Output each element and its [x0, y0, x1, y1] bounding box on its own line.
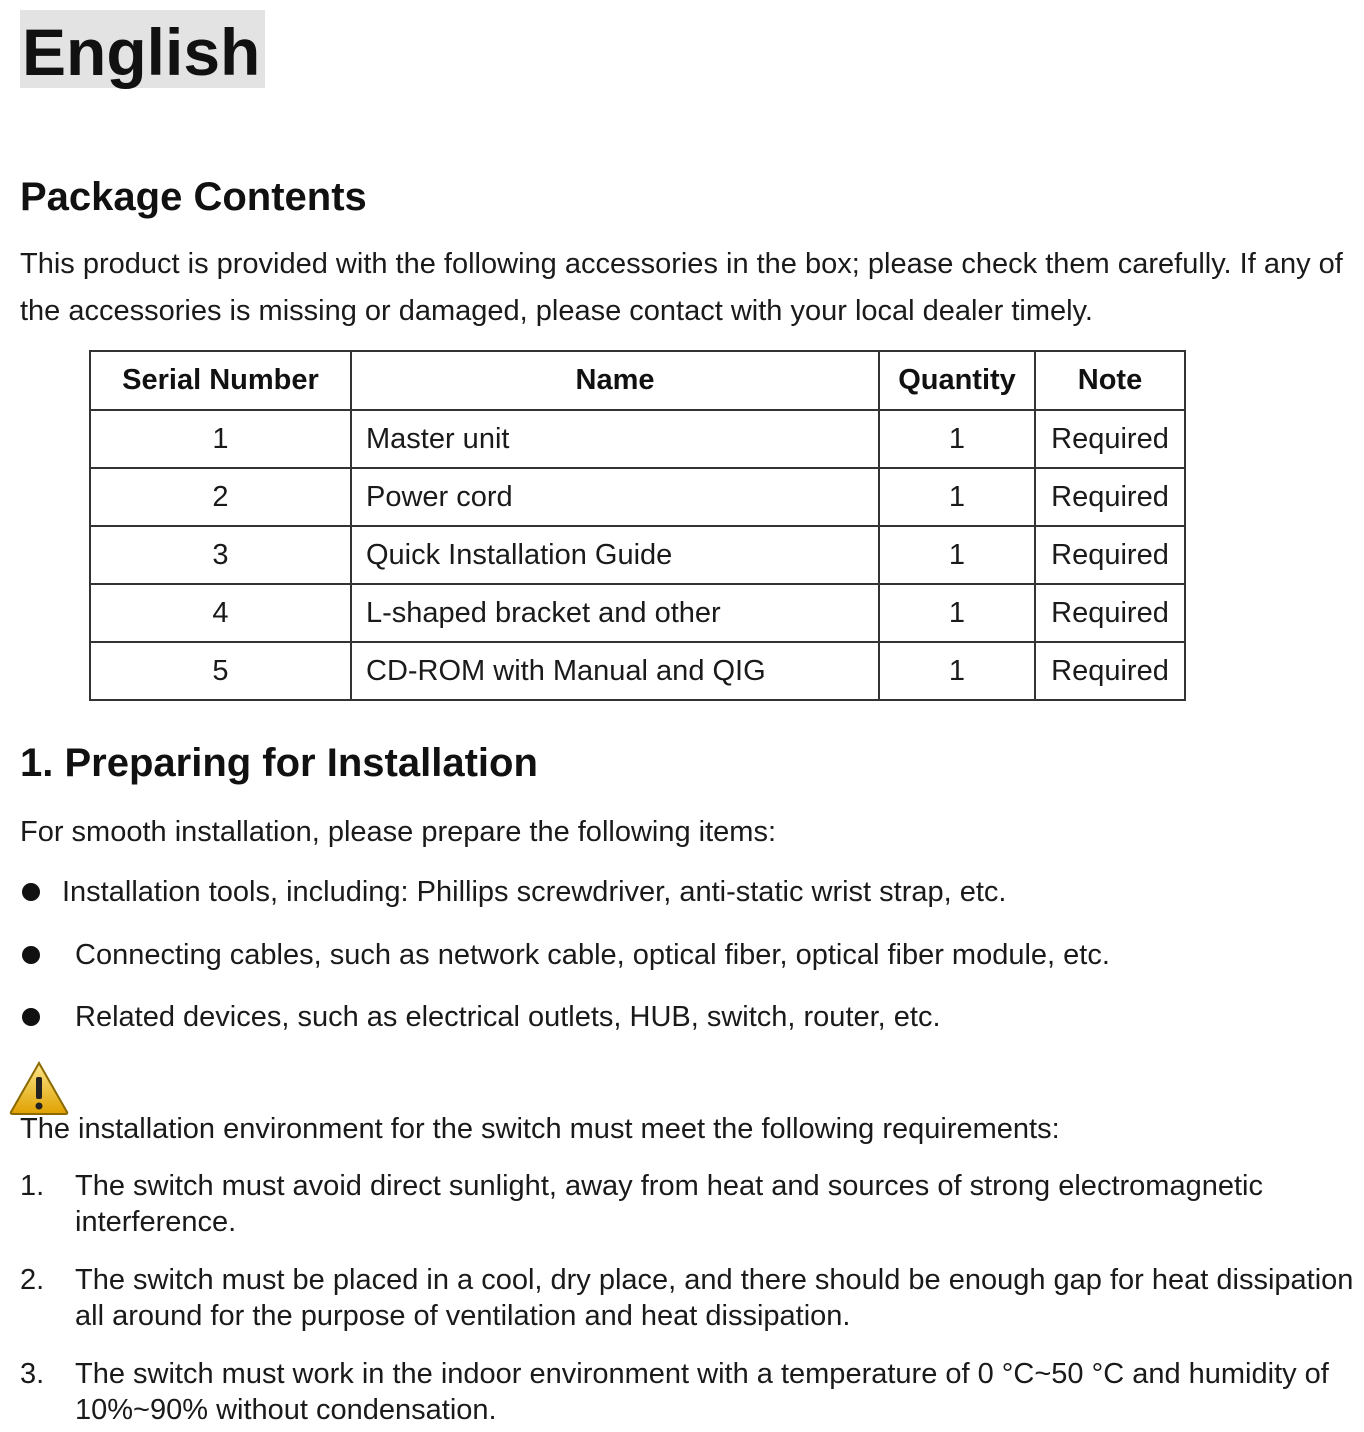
environment-intro: The installation environment for the switch must meet the following requirements:	[20, 1113, 1060, 1145]
cell-quantity: 1	[879, 584, 1035, 642]
cell-quantity: 1	[879, 526, 1035, 584]
package-contents-heading: Package Contents	[20, 175, 367, 219]
item-number: 2.	[20, 1264, 45, 1296]
cell-quantity: 1	[879, 410, 1035, 468]
item-text: The switch must be placed in a cool, dry place, and there should be enough gap for heat dissipation all around for the purpose of ventilation and heat dissipation.	[75, 1264, 1354, 1332]
cell-serial: 2	[90, 468, 351, 526]
table-row	[90, 526, 1185, 584]
bullet-icon	[22, 946, 40, 964]
package-contents-table	[89, 350, 1186, 701]
cell-note: Required	[1035, 526, 1185, 584]
table-header-row	[90, 351, 1185, 410]
cell-serial: 3	[90, 526, 351, 584]
table-row	[90, 642, 1185, 700]
package-contents-intro: This product is provided with the following accessories in the box; please check them carefully. If any of the accessories is missing or damaged, please contact with your local dealer timely.	[20, 248, 1343, 327]
language-label: English	[22, 15, 261, 89]
cell-name: Master unit	[351, 410, 879, 468]
bullet-text: Connecting cables, such as network cable, optical fiber, optical fiber module, etc.	[75, 939, 1110, 971]
language-banner	[20, 10, 265, 88]
item-text: The switch must avoid direct sunlight, away from heat and sources of strong electromagnetic interference.	[75, 1170, 1263, 1238]
cell-serial: 5	[90, 642, 351, 700]
bullet-icon	[22, 1008, 40, 1026]
cell-note: Required	[1035, 410, 1185, 468]
cell-quantity: 1	[879, 642, 1035, 700]
table-row	[90, 410, 1185, 468]
cell-serial: 4	[90, 584, 351, 642]
cell-note: Required	[1035, 642, 1185, 700]
header-note: Note	[1035, 351, 1185, 410]
cell-name: Quick Installation Guide	[351, 526, 879, 584]
preparing-intro: For smooth installation, please prepare the following items:	[20, 816, 776, 848]
cell-serial: 1	[90, 410, 351, 468]
header-quantity: Quantity	[879, 351, 1035, 410]
item-number: 3.	[20, 1358, 45, 1390]
cell-name: Power cord	[351, 468, 879, 526]
table-row	[90, 584, 1185, 642]
cell-quantity: 1	[879, 468, 1035, 526]
bullet-icon	[22, 883, 40, 901]
cell-name: L-shaped bracket and other	[351, 584, 879, 642]
table-row	[90, 468, 1185, 526]
bullet-text: Installation tools, including: Phillips screwdriver, anti-static wrist strap, etc.	[62, 876, 1007, 908]
header-name: Name	[351, 351, 879, 410]
item-text: The switch must work in the indoor environment with a temperature of 0 °C~50 °C and humidity of 10%~90% without condensation.	[75, 1358, 1329, 1426]
bullet-text: Related devices, such as electrical outlets, HUB, switch, router, etc.	[75, 1001, 941, 1033]
preparing-heading: 1. Preparing for Installation	[20, 741, 538, 785]
cell-note: Required	[1035, 468, 1185, 526]
header-serial-number: Serial Number	[90, 351, 351, 410]
cell-note: Required	[1035, 584, 1185, 642]
item-number: 1.	[20, 1170, 45, 1202]
cell-name: CD-ROM with Manual and QIG	[351, 642, 879, 700]
